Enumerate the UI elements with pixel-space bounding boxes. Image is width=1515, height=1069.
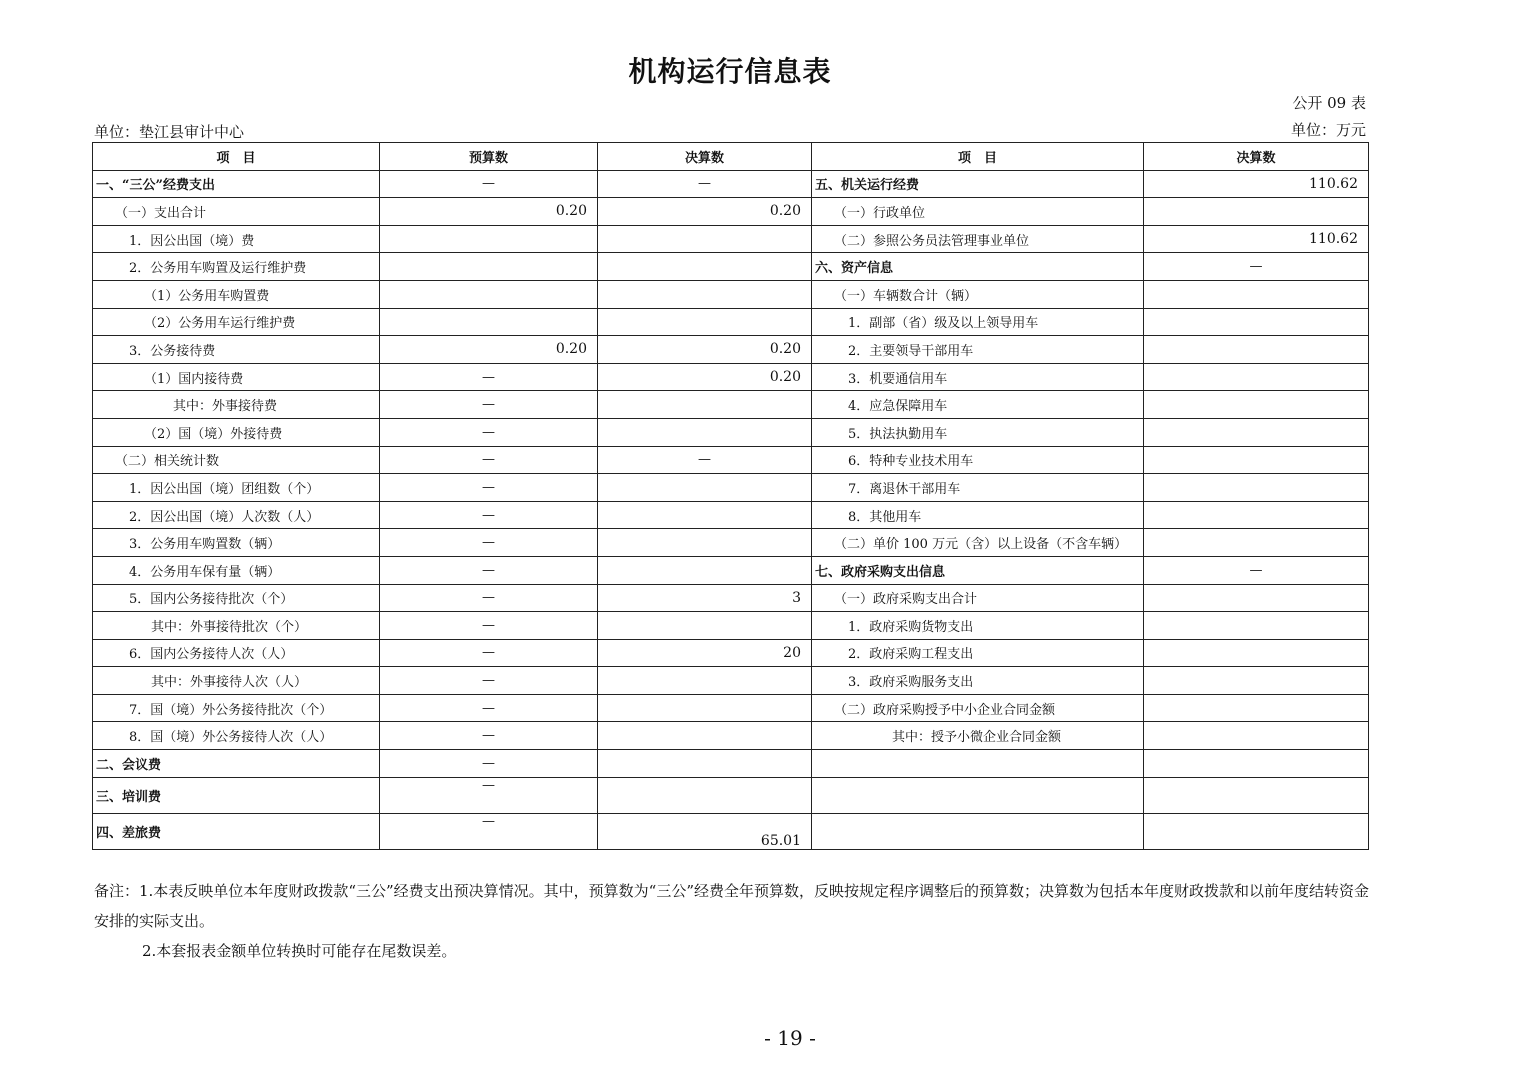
table-row [93,418,1369,446]
budget-cell: — [380,418,598,446]
item-right-cell: 五、机关运行经费 [812,170,1144,198]
final-left-cell: 3 [598,584,812,612]
note-1: 备注：1.本表反映单位本年度财政拨款“三公”经费支出预决算情况。其中，预算数为“三公”经费全年预算数，反映按规定程序调整后的预算数；决算数为包括本年度财政拨款和以前年度结转资金安排的实际支出。 [94,882,1369,930]
table-row [93,667,1369,695]
final-right-cell [1144,667,1369,695]
item-left-cell: 一、“三公”经费支出 [93,170,380,198]
final-left-cell [598,556,812,584]
final-right-cell [1144,308,1369,336]
item-right-cell: 七、政府采购支出信息 [812,556,1144,584]
item-right-cell: 4．应急保障用车 [812,391,1144,419]
page-number: - 19 - [764,1026,816,1050]
item-left-cell: 1．因公出国（境）费 [93,225,380,253]
final-right-cell [1144,280,1369,308]
table-row [93,722,1369,750]
item-right-cell [812,813,1144,849]
table-row [93,253,1369,281]
final-right-cell [1144,584,1369,612]
final-left-cell [598,391,812,419]
budget-cell: — [380,474,598,502]
final-right-cell: — [1144,253,1369,281]
item-right-cell: 8．其他用车 [812,501,1144,529]
budget-cell: — [380,694,598,722]
budget-cell: — [380,529,598,557]
budget-cell: — [380,391,598,419]
final-left-cell: — [598,446,812,474]
item-right-cell: （二）单价 100 万元（含）以上设备（不含车辆） [812,529,1144,557]
budget-cell: — [380,363,598,391]
final-right-cell [1144,501,1369,529]
final-right-cell [1144,529,1369,557]
header-budget: 预算数 [380,143,598,171]
final-left-cell [598,694,812,722]
item-left-cell: （2）公务用车运行维护费 [93,308,380,336]
budget-cell: — [380,667,598,695]
item-left-cell: 1．因公出国（境）团组数（个） [93,474,380,502]
budget-cell [380,225,598,253]
final-left-cell [598,612,812,640]
table-row [93,280,1369,308]
budget-cell: — [380,556,598,584]
item-right-cell: （一）车辆数合计（辆） [812,280,1144,308]
item-left-cell: 5．国内公务接待批次（个） [93,584,380,612]
final-left-cell [598,474,812,502]
item-right-cell: （一）政府采购支出合计 [812,584,1144,612]
final-left-cell [598,225,812,253]
final-right-cell [1144,694,1369,722]
final-left-cell: 0.20 [598,198,812,226]
final-right-cell: — [1144,556,1369,584]
final-left-cell [598,253,812,281]
final-left-cell: 0.20 [598,363,812,391]
item-left-cell: 3．公务用车购置数（辆） [93,529,380,557]
table-header-row [93,143,1369,171]
note-2: 2.本套报表金额单位转换时可能存在尾数误差。 [142,942,457,960]
final-right-cell [1144,474,1369,502]
header-item-left: 项 目 [93,143,380,171]
info-table [92,142,1369,850]
final-left-cell [598,280,812,308]
table-row [93,694,1369,722]
final-left-cell [598,777,812,813]
item-right-cell: （二）参照公务员法管理事业单位 [812,225,1144,253]
table-row [93,639,1369,667]
final-right-cell: 110.62 [1144,170,1369,198]
item-left-cell: 8．国（境）外公务接待人次（人） [93,722,380,750]
budget-cell: — [380,584,598,612]
table-row [93,391,1369,419]
item-left-cell: 7．国（境）外公务接待批次（个） [93,694,380,722]
budget-cell: — [380,612,598,640]
table-row [93,446,1369,474]
final-left-cell: 65.01 [598,813,812,849]
table-row [93,308,1369,336]
final-left-cell [598,308,812,336]
budget-cell: — [380,722,598,750]
item-right-cell: 其中：授予小微企业合同金额 [812,722,1144,750]
item-left-cell: 其中：外事接待批次（个） [93,612,380,640]
item-left-cell: （1）国内接待费 [93,363,380,391]
final-left-cell [598,529,812,557]
final-left-cell: 20 [598,639,812,667]
final-right-cell [1144,750,1369,778]
currency-unit: 单位：万元 [1290,121,1366,139]
final-left-cell: 0.20 [598,336,812,364]
item-right-cell: 3．机要通信用车 [812,363,1144,391]
table-row [93,584,1369,612]
final-left-cell [598,501,812,529]
item-right-cell: 3．政府采购服务支出 [812,667,1144,695]
final-right-cell [1144,418,1369,446]
item-left-cell: （二）相关统计数 [93,446,380,474]
notes [94,876,1379,966]
header-item-right: 项 目 [812,143,1144,171]
final-right-cell: 110.62 [1144,225,1369,253]
item-right-cell: 5．执法执勤用车 [812,418,1144,446]
table-row [93,529,1369,557]
final-right-cell [1144,722,1369,750]
item-right-cell: 7．离退休干部用车 [812,474,1144,502]
budget-cell: 0.20 [380,198,598,226]
budget-cell: — [380,750,598,778]
final-right-cell [1144,336,1369,364]
table-row [93,363,1369,391]
item-left-cell: 其中：外事接待费 [93,391,380,419]
table-row [93,336,1369,364]
item-right-cell: 1．副部（省）级及以上领导用车 [812,308,1144,336]
item-right-cell: 六、资产信息 [812,253,1144,281]
budget-cell [380,280,598,308]
form-number: 公开 09 表 [1292,94,1366,112]
final-right-cell [1144,391,1369,419]
table-row [93,777,1369,813]
final-left-cell [598,750,812,778]
item-right-cell: 1．政府采购货物支出 [812,612,1144,640]
item-right-cell: 2．政府采购工程支出 [812,639,1144,667]
table-row [93,556,1369,584]
budget-cell: — [380,170,598,198]
reporting-unit: 单位：垫江县审计中心 [94,123,245,141]
budget-cell: — [380,813,598,849]
table-row [93,474,1369,502]
table-row [93,501,1369,529]
item-right-cell: （一）行政单位 [812,198,1144,226]
item-left-cell: 四、差旅费 [93,813,380,849]
item-left-cell: 3．公务接待费 [93,336,380,364]
table-row [93,170,1369,198]
item-right-cell: 6．特种专业技术用车 [812,446,1144,474]
item-left-cell: 4．公务用车保有量（辆） [93,556,380,584]
final-right-cell [1144,612,1369,640]
final-right-cell [1144,639,1369,667]
item-left-cell: 三、培训费 [93,777,380,813]
table-row [93,612,1369,640]
budget-cell: 0.20 [380,336,598,364]
table-row [93,813,1369,849]
final-left-cell [598,667,812,695]
item-left-cell: （2）国（境）外接待费 [93,418,380,446]
item-right-cell: 2．主要领导干部用车 [812,336,1144,364]
item-left-cell: （一）支出合计 [93,198,380,226]
item-right-cell [812,750,1144,778]
header-final-left: 决算数 [598,143,812,171]
table-row [93,198,1369,226]
item-left-cell: 二、会议费 [93,750,380,778]
budget-cell: — [380,446,598,474]
final-left-cell [598,722,812,750]
table-row [93,225,1369,253]
item-left-cell: 6．国内公务接待人次（人） [93,639,380,667]
final-right-cell [1144,363,1369,391]
item-right-cell [812,777,1144,813]
budget-cell: — [380,777,598,813]
final-left-cell [598,418,812,446]
item-left-cell: （1）公务用车购置费 [93,280,380,308]
final-right-cell [1144,777,1369,813]
item-left-cell: 2．公务用车购置及运行维护费 [93,253,380,281]
final-right-cell [1144,198,1369,226]
final-left-cell: — [598,170,812,198]
item-left-cell: 2．因公出国（境）人次数（人） [93,501,380,529]
budget-cell [380,253,598,281]
final-right-cell [1144,446,1369,474]
header-final-right: 决算数 [1144,143,1369,171]
budget-cell: — [380,639,598,667]
item-right-cell: （二）政府采购授予中小企业合同金额 [812,694,1144,722]
budget-cell: — [380,501,598,529]
final-right-cell [1144,813,1369,849]
page-title: 机构运行信息表 [628,55,832,88]
budget-cell [380,308,598,336]
item-left-cell: 其中：外事接待人次（人） [93,667,380,695]
table-row [93,750,1369,778]
